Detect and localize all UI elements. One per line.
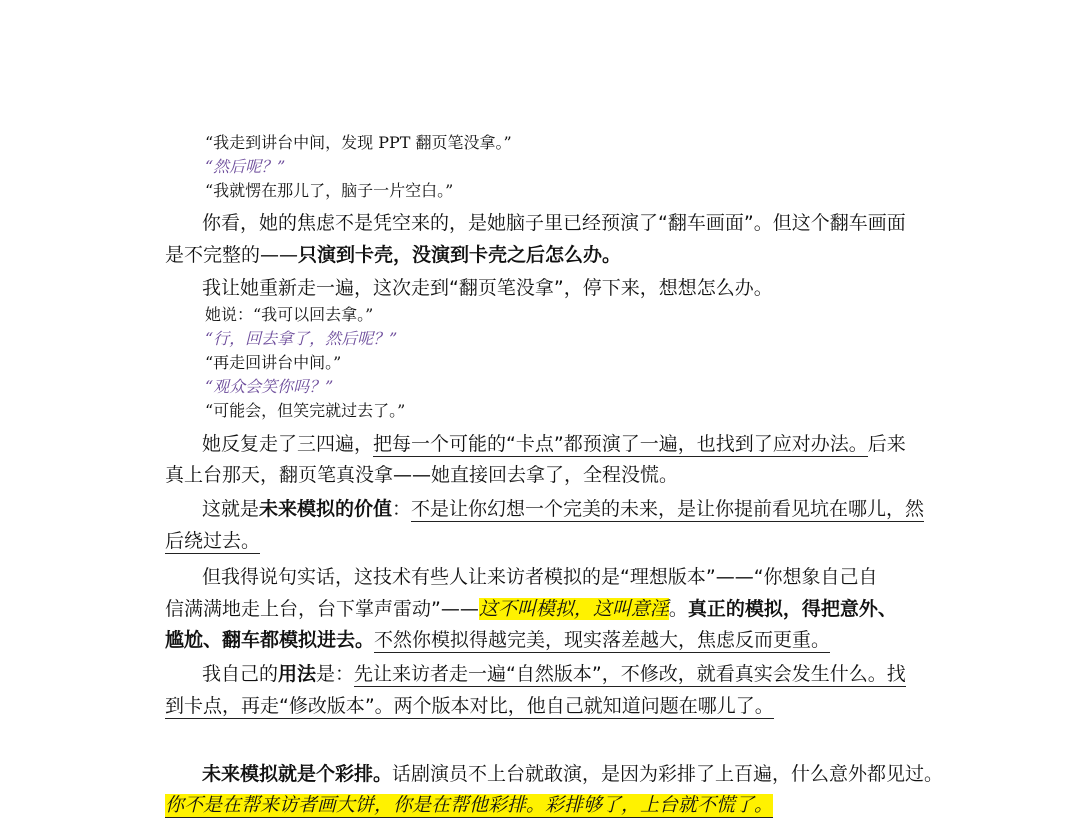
paragraph-line: 真上台那天，翻页笔真没拿——她直接回去拿了，全程没慌。 [165,464,679,486]
text-run: 信满满地走上台，台下掌声雷动”—— [165,598,479,620]
text-run: 她反复走了三四遍， [202,433,374,455]
dialog-line: “我就愣在那儿了，脑子一片空白。” [205,181,454,200]
paragraph-line [165,597,897,621]
paragraph-line [165,694,774,718]
dialog-line: “我走到讲台中间，发现 PPT 翻页笔没拿。” [205,133,512,152]
bold-text: 未来模拟的价值 [259,498,393,520]
text-run: ： [392,498,412,520]
highlighted-text: 你不是在帮来访者画大饼，你是在帮他彩排。彩排够了，上台就不慌了。 [165,794,774,816]
paragraph-line [202,662,906,686]
text-run: 话剧演员不上台就敢演，是因为彩排了上百遍，什么意外都见过。 [392,763,944,785]
paragraph-line [165,793,773,817]
text-run: 是不完整的—— [165,244,299,266]
text-run: 这就是 [202,498,260,520]
underlined-text: 后绕过去。 [165,530,261,552]
bold-text: 真正的模拟，得把意外、 [687,598,897,620]
bold-text: 用法 [278,663,317,685]
dialog-line: “然后呢？” [205,157,286,176]
paragraph-line: 你看，她的焦虑不是凭空来的，是她脑子里已经预演了“翻车画面”。但这个翻车画面 [202,212,906,234]
paragraph-line [165,529,260,553]
text-run: 是： [316,663,355,685]
underlined-text: 不然你模拟得越完美，现实落差越大，焦虑反而更重。 [374,629,831,651]
bold-text: 尴尬、翻车都模拟进去。 [165,629,375,651]
paragraph-line [202,497,924,521]
dialog-line: “观众会笑你吗？” [205,377,334,396]
underlined-text: 不是让你幻想一个完美的未来，是让你提前看见坑在哪儿，然 [411,498,925,520]
paragraph-line [202,762,943,786]
underlined-text: 把每一个可能的“卡点”都预演了一遍，也找到了应对办法。 [373,433,868,455]
dialog-line: “行，回去拿了，然后呢？” [205,329,398,348]
underlined-text: 到卡点，再走“修改版本”。两个版本对比，他自己就知道问题在哪儿了。 [165,695,774,717]
text-run: 。 [668,598,688,620]
paragraph-line [202,432,906,456]
highlighted-text: 这不叫模拟，这叫意淫 [478,598,669,620]
paragraph-line [165,628,830,652]
paragraph-line: 我让她重新走一遍，这次走到“翻页笔没拿”，停下来，想想怎么办。 [202,277,773,299]
underlined-text: 先让来访者走一遍“自然版本”，不修改，就看真实会发生什么。找 [354,663,906,685]
dialog-line: 她说：“我可以回去拿。” [205,305,374,324]
paragraph-line [165,243,621,267]
bold-text: 只演到卡壳，没演到卡壳之后怎么办。 [298,244,622,266]
text-run: 后来 [867,433,906,455]
text-run: 我自己的 [202,663,279,685]
paragraph-line: 但我得说句实话，这技术有些人让来访者模拟的是“理想版本”——“你想象自己自 [202,566,878,588]
dialog-line: “再走回讲台中间。” [205,353,342,372]
dialog-line: “可能会，但笑完就过去了。” [205,401,406,420]
bold-text: 未来模拟就是个彩排。 [202,763,393,785]
